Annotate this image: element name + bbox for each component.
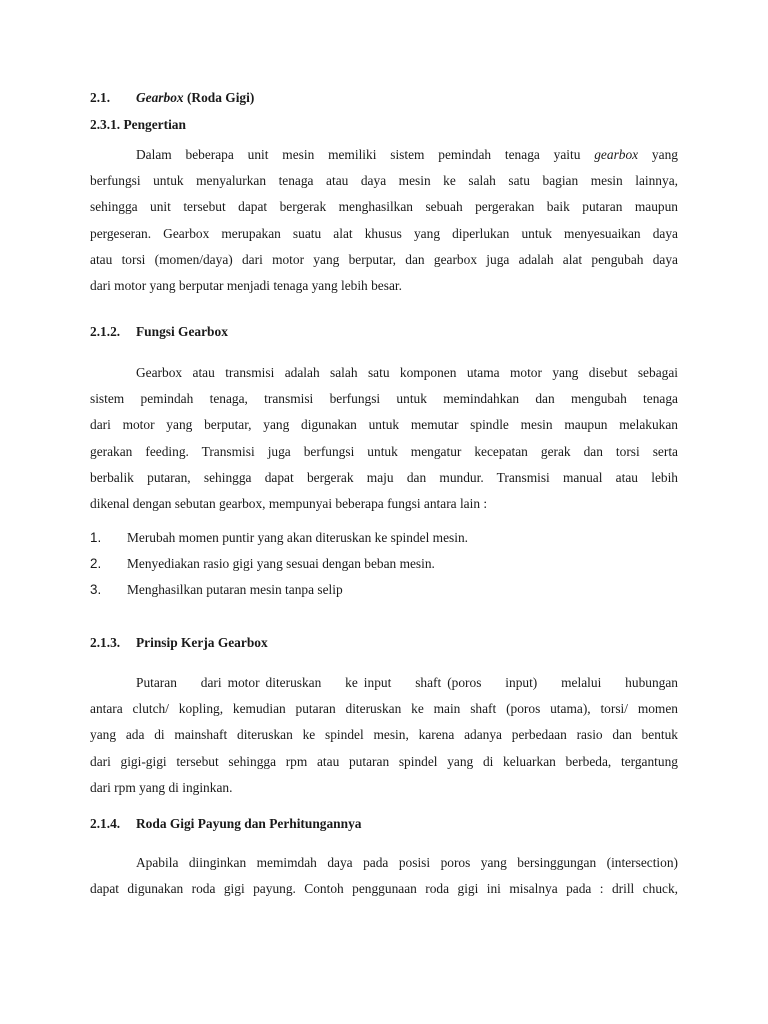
paragraph-line: berbalik putaran, sehingga dapat bergerak maju dan mundur. Transmisi manual atau lebih: [90, 469, 678, 485]
subsection-number: 2.1.4.: [90, 816, 121, 831]
paragraph-line: antara clutch/ kopling, kemudian putaran diteruskan ke main shaft (poros utama), torsi/ momen: [90, 701, 678, 717]
paragraph-line: dari rpm yang di inginkan.: [90, 779, 233, 795]
list-text: Merubah momen puntir yang akan diteruskan ke spindel mesin.: [127, 530, 469, 545]
paragraph-line: sehingga unit tersebut dapat bergerak menghasilkan sebuah pergerakan baik putaran maupun: [90, 199, 678, 215]
paragraph-prinsip: [90, 670, 678, 801]
paragraph-line: dikenal dengan sebutan gearbox, mempunyai beberapa fungsi antara lain :: [90, 496, 488, 512]
subsection-heading-prinsip: [90, 635, 678, 651]
subsection-title: Prinsip Kerja Gearbox: [136, 635, 268, 650]
paragraph-line: dari gigi-gigi tersebut sehingga rpm atau putaran spindel yang di keluarkan berbeda, tergantung: [90, 753, 678, 769]
subsection-heading-pengertian: 2.3.1. Pengertian: [90, 117, 186, 132]
paragraph-line: Apabila diinginkan memimdah daya pada posisi poros yang bersinggungan (intersection): [136, 855, 678, 870]
paragraph-line: yang ada di mainshaft diteruskan ke spindel mesin, karena adanya perbedaan rasio dan bentuk: [90, 727, 678, 743]
paragraph-line: dapat digunakan roda gigi payung. Contoh penggunaan roda gigi ini misalnya pada : drill chuck,: [90, 881, 678, 897]
paragraph-line: sistem pemindah tenaga, transmisi berfungsi untuk memindahkan dan mengubah tenaga: [90, 391, 678, 407]
paragraph-roda-gigi-payung: [90, 850, 678, 902]
paragraph-line: gerakan feeding. Transmisi juga berfungsi untuk mengatur kecepatan gerak dan torsi serta: [90, 443, 678, 459]
section-title-rest: (Roda Gigi): [183, 90, 255, 105]
section-number: 2.1.: [90, 90, 111, 105]
italic-term: gearbox: [594, 147, 639, 162]
subsection-heading-fungsi: [90, 324, 678, 340]
paragraph-line: dari motor yang berputar, yang digunakan untuk memutar spindle mesin maupun melakukan: [90, 417, 678, 433]
subsection-title: Fungsi Gearbox: [136, 324, 228, 339]
list-text: Menyediakan rasio gigi yang sesuai dengan beban mesin.: [127, 556, 435, 571]
paragraph-line: berfungsi untuk menyalurkan tenaga atau daya mesin ke salah satu bagian mesin lainnya,: [90, 173, 678, 189]
paragraph-line: Putaran dari motor diteruskan ke input shaft (poros input) melalui hubungan: [136, 675, 678, 690]
paragraph-line: pergeseran. Gearbox merupakan suatu alat khusus yang diperlukan untuk menyesuaikan daya: [90, 225, 678, 241]
paragraph-pengertian: [90, 142, 678, 299]
section-heading-main: [90, 90, 678, 106]
list-number: 2.: [90, 556, 102, 571]
subsection-number: 2.1.3.: [90, 635, 121, 650]
paragraph-line: atau torsi (momen/daya) dari motor yang berputar, dan gearbox juga adalah alat pengubah daya: [90, 251, 678, 267]
subsection-heading-roda-gigi-payung: [90, 816, 678, 832]
list-number: 3.: [90, 582, 102, 597]
paragraph-line: Dalam beberapa unit mesin memiliki sistem pemindah tenaga yaitu gearbox yang: [136, 147, 678, 162]
paragraph-line: Gearbox atau transmisi adalah salah satu komponen utama motor yang disebut sebagai: [136, 365, 678, 380]
paragraph-fungsi: [90, 360, 678, 517]
list-text: Menghasilkan putaran mesin tanpa selip: [127, 582, 343, 597]
subsection-title: Roda Gigi Payung dan Perhitungannya: [136, 816, 362, 831]
section-title-italic: Gearbox: [136, 90, 184, 105]
subsection-number: 2.1.2.: [90, 324, 121, 339]
paragraph-line: dari motor yang berputar menjadi tenaga yang lebih besar.: [90, 278, 402, 294]
list-number: 1.: [90, 530, 102, 545]
